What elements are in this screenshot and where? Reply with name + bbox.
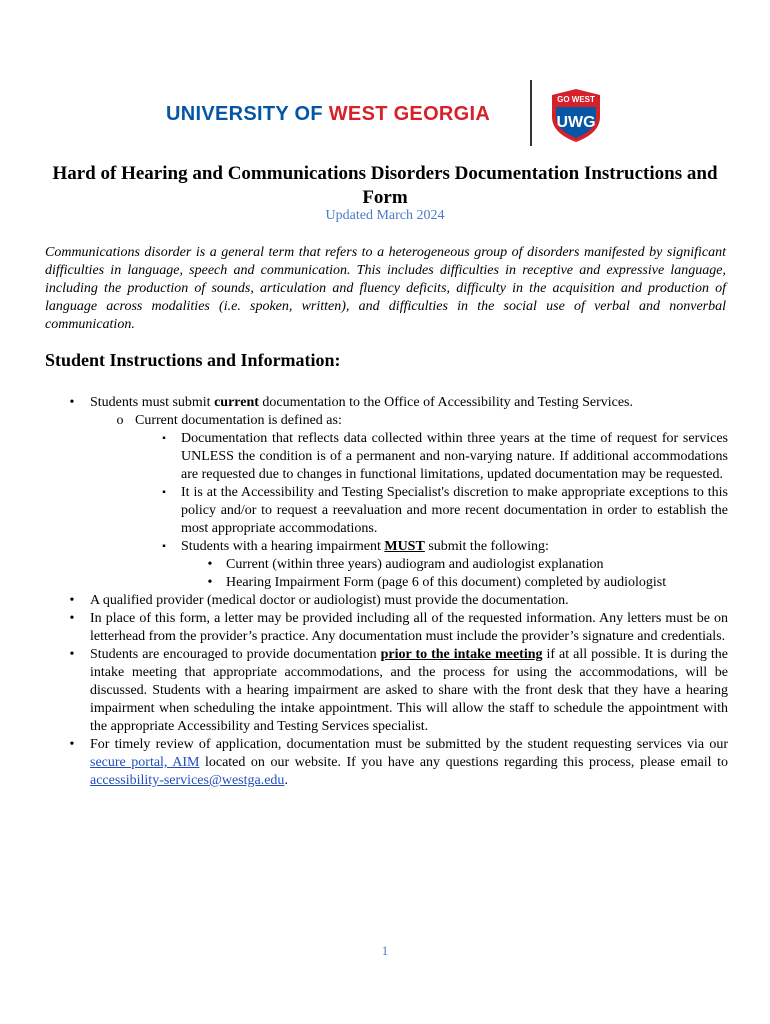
section-heading: Student Instructions and Information: bbox=[45, 350, 341, 370]
bullet-square-icon: ▪ bbox=[162, 487, 166, 498]
list-item: • For timely review of application, documentation must be submitted by the student requesting services via our secure portal, AIM located on our website. If you have any questions regarding this process, please email to accessibility-services@westga.edu. bbox=[45, 736, 728, 790]
list-item: • A qualified provider (medical doctor or audiologist) must provide the documentation. bbox=[45, 592, 728, 610]
badge-main-text: UWG bbox=[556, 114, 596, 131]
university-wordmark bbox=[166, 103, 490, 126]
list-item: ▪ Students with a hearing impairment MUST submit the following: bbox=[45, 538, 728, 556]
instructions-list bbox=[45, 394, 728, 790]
bullet-disc-icon: • bbox=[207, 575, 213, 590]
logo-divider bbox=[530, 80, 532, 146]
bullet-disc-icon: • bbox=[69, 647, 75, 662]
list-item: • Students are encouraged to provide documentation prior to the intake meeting if at all possible. It is during the intake meeting that appropriate accommodations, and the process for using the accommodations, will be discussed. Students with a hearing impairment are asked to share with the front desk that they have a hearing impairment when scheduling the intake appointment. This will allow the staff to schedule the appointment with the appropriate Accessibility and Testing Services specialist. bbox=[45, 646, 728, 736]
document-title: Hard of Hearing and Communications Disorders Documentation Instructions and Form bbox=[52, 163, 718, 208]
secure-portal-link[interactable]: secure portal, AIM bbox=[90, 755, 200, 770]
email-link[interactable]: accessibility-services@westga.edu bbox=[90, 773, 285, 788]
list-item: • Hearing Impairment Form (page 6 of this document) completed by audiologist bbox=[45, 574, 728, 592]
uwg-shield-icon bbox=[550, 87, 602, 143]
list-item: • Students must submit current documentation to the Office of Accessibility and Testing Services. bbox=[45, 394, 728, 412]
list-item: ▪ Documentation that reflects data collected within three years at the time of request for services UNLESS the condition is of a permanent and non-varying nature. If additional accommodations are requested due to changes in functional limitations, updated documentation may be requested. bbox=[45, 430, 728, 484]
bullet-disc-icon: • bbox=[207, 557, 213, 572]
list-item: • In place of this form, a letter may be provided including all of the requested information. Any letters must be on letterhead from the provider’s practice. Any documentation must include the provider’s signature and credentials. bbox=[45, 610, 728, 646]
bullet-square-icon: ▪ bbox=[162, 433, 166, 444]
list-item: ▪ It is at the Accessibility and Testing Specialist's discretion to make appropriate exceptions to this policy and/or to request a reevaluation and more recent documentation in order to establish the most appropriate accommodations. bbox=[45, 484, 728, 538]
page-number: 1 bbox=[381, 943, 389, 958]
bullet-circle-icon: o bbox=[116, 413, 124, 428]
badge-top-text: GO WEST bbox=[557, 95, 595, 104]
list-item: • Current (within three years) audiogram and audiologist explanation bbox=[45, 556, 728, 574]
updated-date: Updated March 2024 bbox=[325, 208, 445, 223]
wordmark-part1: UNIVERSITY OF bbox=[166, 103, 329, 125]
bullet-disc-icon: • bbox=[69, 611, 75, 626]
bullet-disc-icon: • bbox=[69, 593, 75, 608]
header-logo bbox=[0, 80, 770, 150]
bullet-disc-icon: • bbox=[69, 737, 75, 752]
bullet-disc-icon: • bbox=[69, 395, 75, 410]
bullet-square-icon: ▪ bbox=[162, 541, 166, 552]
wordmark-part2: WEST GEORGIA bbox=[328, 103, 491, 125]
intro-paragraph: Communications disorder is a general term that refers to a heterogeneous group of disorders manifested by significant difficulties in language, speech and communication. This includes difficulties in receptive and expressive language, including the production of sounds, articulation and fluency deficits, difficulty in the acquisition and production of language across modalities (i.e. spoken, written), and difficulties in the social use of verbal and nonverbal communication. bbox=[45, 245, 726, 332]
list-item: o Current documentation is defined as: bbox=[45, 412, 728, 430]
